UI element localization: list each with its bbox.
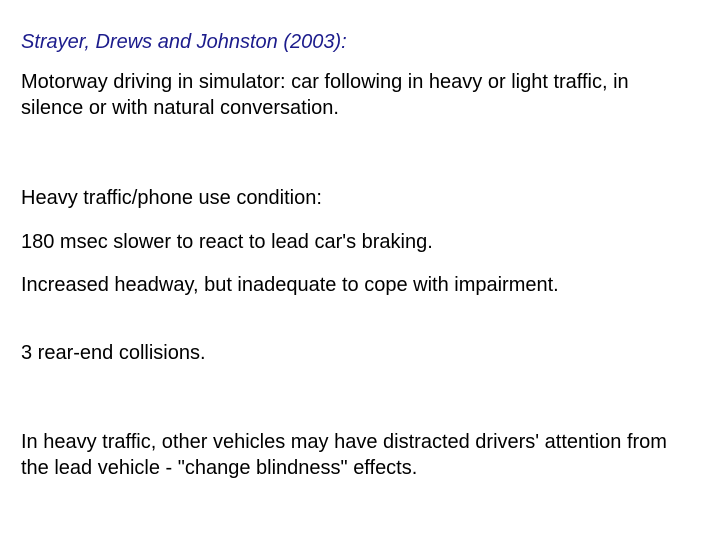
condition-heading: Heavy traffic/phone use condition: [21, 187, 322, 209]
collisions-finding: 3 rear-end collisions. [21, 342, 206, 364]
change-blindness-note: In heavy traffic, other vehicles may have distracted drivers' attention from the lead vehicle - "change blindness" effects. [21, 431, 667, 479]
headway-finding: Increased headway, but inadequate to cope with impairment. [21, 274, 559, 296]
slide-heading: Strayer, Drews and Johnston (2003): [21, 31, 347, 53]
study-description: Motorway driving in simulator: car following in heavy or light traffic, in silence or with natural conversation. [21, 71, 629, 119]
reaction-time-finding: 180 msec slower to react to lead car's braking. [21, 231, 433, 253]
